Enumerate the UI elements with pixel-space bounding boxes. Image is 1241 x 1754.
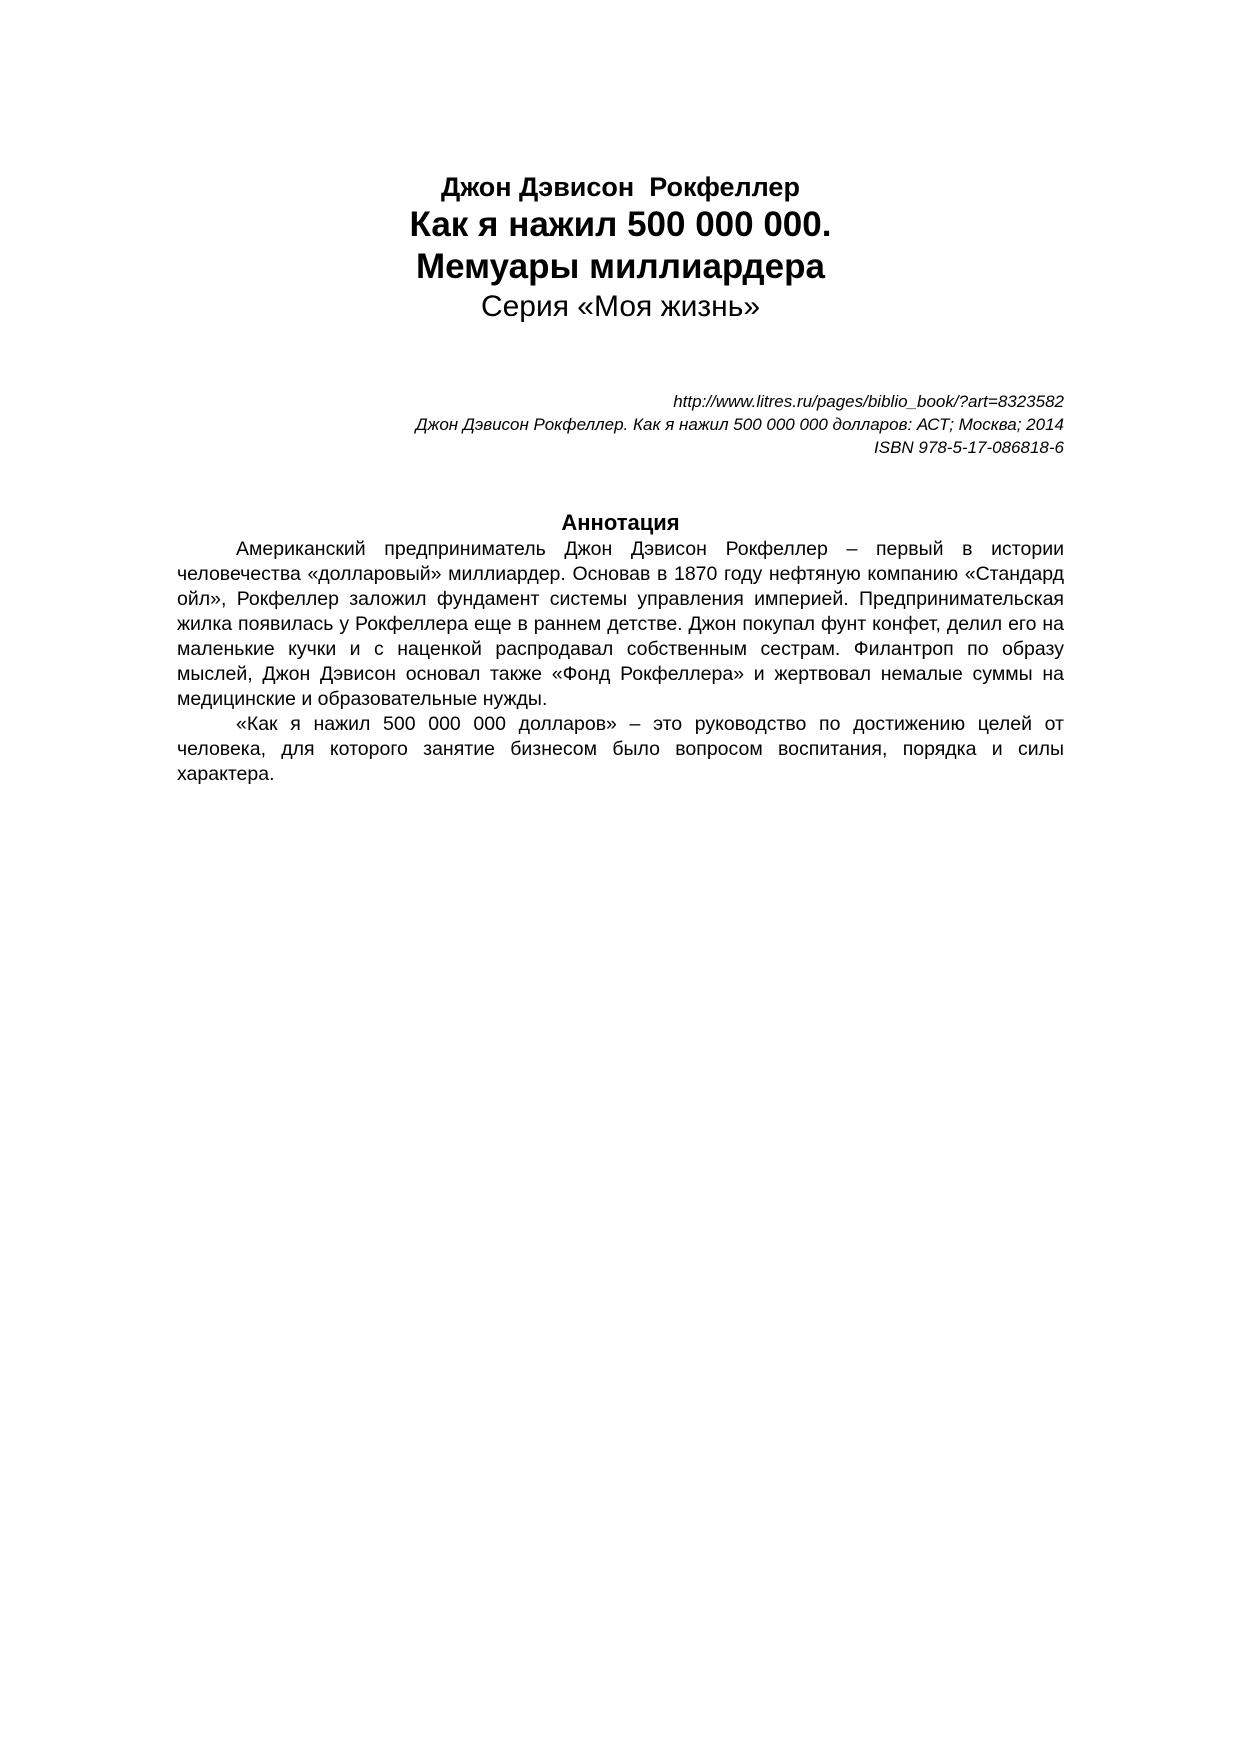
title-block xyxy=(0,170,1241,326)
series-name: Серия «Моя жизнь» xyxy=(480,290,761,323)
source-url[interactable]: http://www.litres.ru/pages/biblio_book/?art=8323582 xyxy=(673,392,1064,411)
annotation-paragraph: Американский предприниматель Джон Дэвисон Рокфеллер – первый в истории человечества «долларовый» миллиардер. Основав в 1870 году нефтяную компанию «Стандард ойл», Рокфеллер заложил фундамент системы управления империей. Предпринимательская жилка появилась у Рокфеллера еще в раннем детстве. Джон покупал фунт конфет, делил его на маленькие кучки и с наценкой распродавал собственным сестрам. Филантроп по образу мыслей, Джон Дэвисон основал также «Фонд Рокфеллера» и жертвовал немалые суммы на медицинские и образовательные нужды. xyxy=(177,538,1064,710)
citation: Джон Дэвисон Рокфеллер. Как я нажил 500 000 000 долларов: АСТ; Москва; 2014 xyxy=(415,415,1064,434)
bibliographic-info xyxy=(164,390,1064,459)
book-title-line-1: Как я нажил 500 000 000. xyxy=(409,205,832,244)
book-title-line-2: Мемуары миллиардера xyxy=(416,247,825,286)
annotation-paragraph: «Как я нажил 500 000 000 долларов» – это руководство по достижению целей от человека, для которого занятие бизнесом было вопросом воспитания, порядка и силы характера. xyxy=(177,713,1064,785)
annotation-body xyxy=(177,537,1064,787)
annotation-heading: Аннотация xyxy=(561,510,680,535)
author-name: Джон Дэвисон Рокфеллер xyxy=(441,172,800,202)
isbn: ISBN 978-5-17-086818-6 xyxy=(874,438,1064,457)
